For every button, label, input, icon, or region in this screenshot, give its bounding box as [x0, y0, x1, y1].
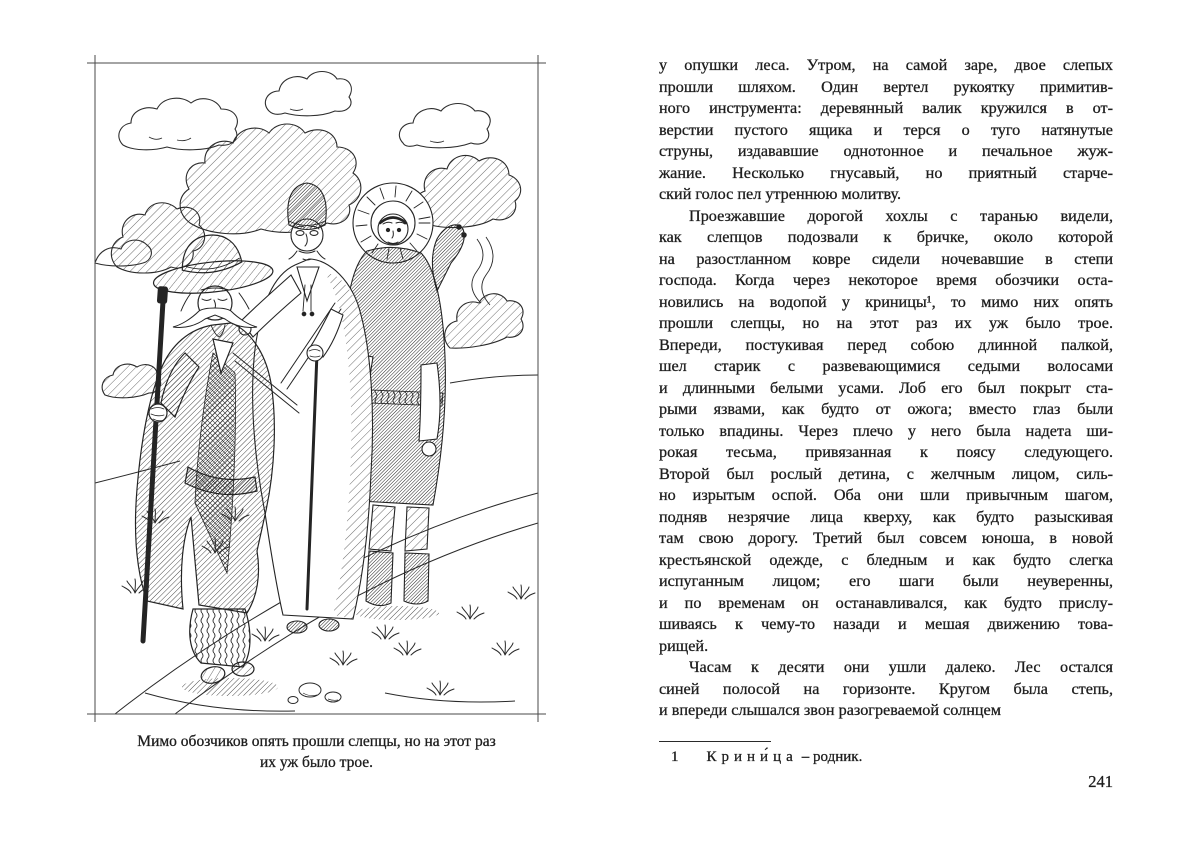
text-line: и длинными белыми усами. Лоб его был покрыт ста- [659, 378, 1113, 397]
text-line: струны, издававшие однотонное и печальное жуж- [659, 142, 1113, 160]
caption-line: их уж было трое. [259, 754, 374, 771]
illustration-caption [96, 731, 537, 773]
text-line: на разостланном ковре сидели ночевавшие в степи [659, 249, 1113, 268]
text-line: и впереди слышался звон разогреваемой солнцем [659, 701, 1001, 719]
text-line: у опушки леса. Утром, на самой заре, двое слепых [659, 56, 1113, 74]
text-line: Второй был рослый детина, с желчным лицом, силь- [659, 464, 1113, 483]
text-line: испуганным лицом; его шаги были неуверенны, [659, 572, 1113, 590]
illustration-three-blind-men [85, 53, 548, 724]
text-line: Часам к десяти они ушли далеко. Лес остался [689, 658, 1113, 676]
text-line: Проезжавшие дорогой хохлы с таранью видели, [689, 206, 1113, 225]
text-line: и по временам он останавливался, как будто прислу- [659, 593, 1113, 612]
footnote [659, 749, 1113, 766]
page-number: 241 [1088, 772, 1113, 791]
text-line: прошли слепцы, но на этот раз их уж было трое. [659, 314, 1113, 332]
footnote-rule [659, 741, 771, 742]
text-line: только впадины. Через плечо у него была надета ши- [659, 421, 1113, 440]
text-line: подняв незрячие лица кверху, как будто разыскивая [659, 507, 1113, 526]
paragraph [659, 206, 1113, 658]
footnote-definition: – родник. [801, 749, 863, 765]
illustration-frame [85, 53, 548, 724]
paragraph [659, 55, 1113, 206]
text-line: ного инструмента: деревянный валик кружился в от- [659, 99, 1113, 117]
text-line: новились на водопой у криницы¹, то мимо них опять [659, 292, 1113, 311]
footnote-term: Крини́ца [706, 749, 798, 765]
text-column [659, 55, 1113, 722]
text-line: шел старик с развевающимися седыми волосами [659, 357, 1113, 375]
text-line: ский голос пел утреннюю молитву. [659, 185, 902, 203]
text-line: Впереди, постукивая перед собою длинной палкой, [659, 335, 1113, 354]
text-line: там свою дорогу. Третий был совсем юноша, в новой [659, 529, 1113, 547]
footnote-marker: 1 [671, 749, 679, 765]
text-line: как слепцов подозвали к бричке, около которой [659, 228, 1113, 246]
text-line: рокая тесьма, привязанная к поясу следующего. [659, 443, 1113, 461]
text-line: рищей. [659, 636, 709, 655]
text-line: но изрытым оспой. Оба они шли привычным шагом, [659, 486, 1113, 504]
text-line: синей полосой на горизонте. Кругом была степь, [659, 679, 1113, 698]
text-line: верстии пустого ящика и терся о туго натянутые [659, 120, 1113, 139]
text-line: жание. Несколько гнусавый, но приятный старче- [659, 163, 1113, 182]
text-line: рыми язвами, как будто от ожога; вместо глаз были [659, 400, 1113, 418]
text-line: прошли шляхом. Один вертел рукоятку примитив- [659, 77, 1113, 96]
text-line: шиваясь к чему-то назади и мешая движению това- [659, 615, 1113, 633]
paragraph [659, 657, 1113, 722]
caption-line: Мимо обозчиков опять прошли слепцы, но на этот раз [137, 733, 496, 750]
text-line: крестьянской одежде, с бледным и как будто слегка [659, 550, 1113, 569]
text-line: господа. Когда через некоторое время обозчики оста- [659, 271, 1113, 289]
